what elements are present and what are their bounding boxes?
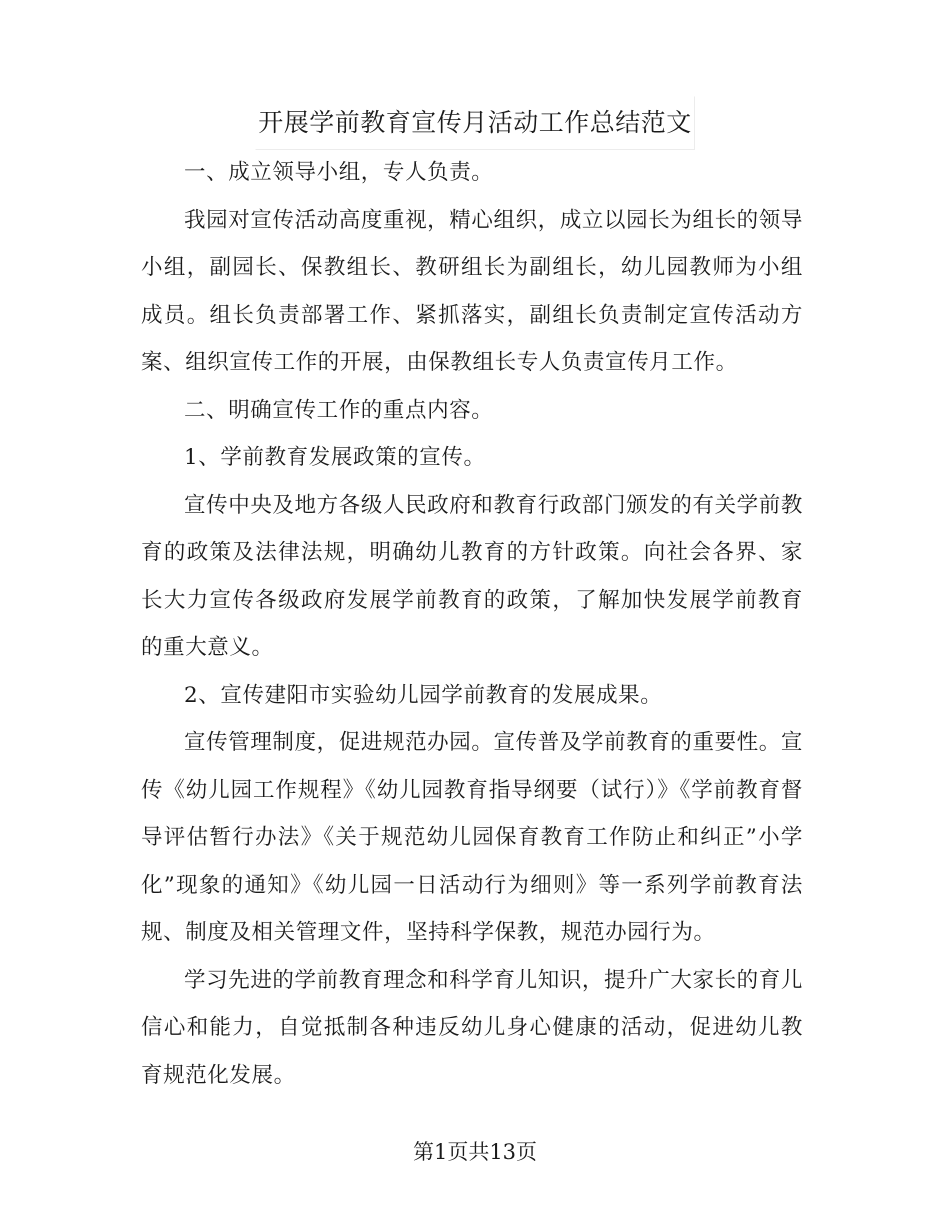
subsection-heading-1: 1、学前教育发展政策的宣传。 — [184, 445, 486, 470]
section-heading-1: 一、成立领导小组，专人负责。 — [184, 160, 494, 185]
paragraph: 宣传中央及地方各级人民政府和教育行政部门颁发的有关学前教育的政策及法律法规，明确幼儿教育的方针政策。向社会各界、家长大力宣传各级政府发展学前教育的政策，了解加快发展学前教育的重大意义。 — [141, 492, 803, 660]
paragraph: 学习先进的学前教育理念和科学育儿知识，提升广大家长的育儿信心和能力，自觉抵制各种违反幼儿身心健康的活动，促进幼儿教育规范化发展。 — [141, 967, 803, 1088]
page-number-footer: 第1页共13页 — [412, 1140, 538, 1164]
paragraph: 我园对宣传活动高度重视，精心组织，成立以园长为组长的领导小组，副园长、保教组长、教研组长为副组长，幼儿园教师为小组成员。组长负责部署工作、紧抓落实，副组长负责制定宣传活动方案、组织宣传工作的开展，由保教组长专人负责宣传月工作。 — [141, 207, 803, 375]
title-area — [0, 96, 950, 150]
subsection-heading-2: 2、宣传建阳市实验幼儿园学前教育的发展成果。 — [184, 682, 663, 708]
paragraph: 宣传管理制度，促进规范办园。宣传普及学前教育的重要性。宣传《幼儿园工作规程》《幼儿园教育指导纲要（试行）》《学前教育督导评估暂行办法》《关于规范幼儿园保育教育工作防止和纠正”小学化”现象的通知》《幼儿园一日活动行为细则》等一系列学前教育法规、制度及相关管理文件，坚持科学保教，规范办园行为。 — [141, 730, 803, 945]
document-body — [141, 149, 803, 1099]
section-heading-2: 二、明确宣传工作的重点内容。 — [184, 397, 494, 423]
document-title: 开展学前教育宣传月活动工作总结范文 — [255, 96, 695, 150]
